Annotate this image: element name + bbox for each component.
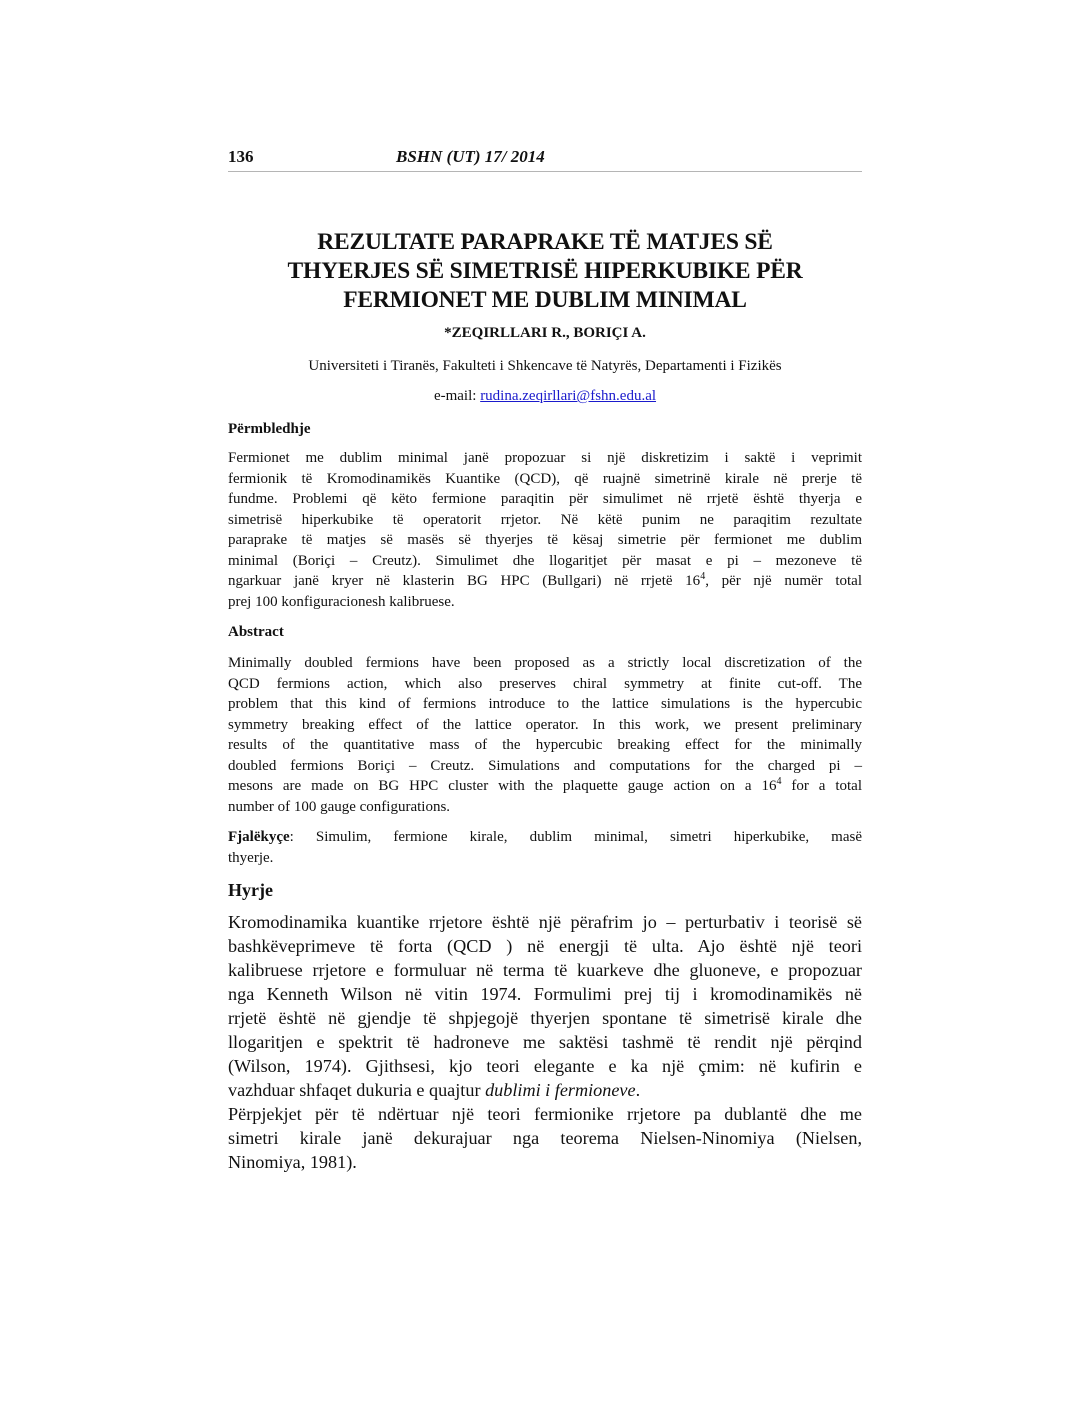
keywords-section	[228, 827, 862, 868]
permbledhje-body	[228, 448, 862, 612]
title-line: REZULTATE PARAPRAKE TË MATJES SË	[317, 229, 773, 255]
text-segment: vazhduar shfaqet dukuria e quajtur	[228, 1080, 486, 1100]
paper-page	[228, 0, 862, 1408]
emphasis: dublimi i fermioneve	[485, 1080, 636, 1100]
hyrje-paragraph-2	[228, 1102, 862, 1174]
abstract-body	[228, 653, 862, 817]
text-line: minimal (Boriçi – Creutz). Simulimet dhe llogaritjet për masat e pi – mezoneve të	[228, 552, 862, 569]
text-line: number of 100 gauge configurations.	[228, 798, 451, 815]
superscript: 4	[700, 571, 706, 582]
text-segment: for a total	[781, 778, 862, 794]
text-line: prej 100 konfiguracionesh kalibruese.	[228, 593, 455, 610]
abstract-section	[228, 622, 862, 642]
text-line: Kromodinamika kuantike rrjetore është një përafrim jo – perturbativ i teorisë së	[228, 912, 862, 932]
abstract-paragraph	[228, 653, 862, 817]
text-segment: ngarkuar janë kryer në klasterin BG HPC (Bullgari) në rrjetë 16	[228, 573, 701, 589]
paper-title	[228, 228, 862, 315]
text-line: simetrisë hiperkubike të operatorit rrjetor. Në këtë punim ne paraqitim rezultate	[228, 511, 862, 528]
text-line: (Wilson, 1974). Gjithsesi, kjo teori elegante e ka një çmim: në kufirin e	[228, 1056, 862, 1076]
text-line: nga Kenneth Wilson në vitin 1974. Formulimi prej tij i kromodinamikës në	[228, 984, 862, 1004]
email-link[interactable]: rudina.zeqirllari@fshn.edu.al	[480, 388, 657, 404]
text-line: thyerje.	[228, 849, 274, 866]
text-line: llogaritjen e spektrit të hadroneve me saktësi tashmë të rendit një përqind	[228, 1032, 862, 1052]
text-line: results of the quantitative mass of the hypercubic breaking effect for the minimally	[228, 737, 862, 753]
text-line: doubled fermions Boriçi – Creutz. Simulations and computations for the charged pi –	[228, 757, 862, 774]
text-line: rrjetë është në gjendje të shpjegojë thyerjen spontane të simetrisë kirale dhe	[228, 1008, 862, 1028]
text-line: QCD fermions action, which also preserves chiral symmetry at finite cut-off. The	[228, 675, 862, 692]
permbledhje-section	[228, 419, 862, 439]
authors: *ZEQIRLLARI R., BORIÇI A.	[444, 325, 646, 341]
hyrje-heading: Hyrje	[228, 880, 273, 900]
text-line	[228, 571, 862, 592]
hyrje-section	[228, 878, 862, 902]
text-line: fermionik të Kromodinamikës Kuantike (QCD), që ruajnë simetrinë kirale në prerje të	[228, 470, 862, 487]
text-segment: .	[635, 1080, 641, 1100]
permbledhje-paragraph	[228, 448, 862, 612]
text-line: symmetry breaking effect of the lattice operator. In this work, we present preliminary	[228, 716, 862, 733]
superscript: 4	[776, 776, 782, 787]
text-line: problem that this kind of fermions introduce to the lattice simulations is the hypercubic	[228, 696, 862, 712]
running-head	[228, 145, 862, 172]
text-line: bashkëveprimeve të forta (QCD ) në energji të ulta. Ajo është një teori	[228, 936, 862, 956]
page-number: 136	[228, 147, 254, 166]
title-line: FERMIONET ME DUBLIM MINIMAL	[343, 287, 747, 313]
keywords-paragraph	[228, 827, 862, 868]
journal-name: BSHN (UT) 17/ 2014	[396, 147, 545, 166]
keywords-list: : Simulim, fermione kirale, dublim minimal, simetri hiperkubike, masë	[289, 829, 862, 845]
text-line: simetri kirale janë dekurajuar nga teorema Nielsen-Ninomiya (Nielsen,	[228, 1128, 862, 1148]
text-line: Fermionet me dublim minimal janë propozuar si një diskretizim i saktë i veprimit	[228, 450, 862, 466]
keywords-label: Fjalëkyçe	[228, 829, 290, 845]
email-line	[228, 386, 862, 406]
text-segment: , për një numër total	[705, 573, 862, 589]
text-line: Minimally doubled fermions have been proposed as a strictly local discretization of the	[228, 655, 862, 671]
affiliation: Universiteti i Tiranës, Fakulteti i Shkencave të Natyrës, Departamenti i Fizikës	[308, 358, 782, 374]
text-line: kalibruese rrjetore e formuluar në terma të kuarkeve dhe gluoneve, e propozuar	[228, 960, 862, 980]
text-line: Ninomiya, 1981).	[228, 1152, 357, 1172]
text-line	[228, 827, 862, 848]
text-line	[228, 1078, 862, 1102]
permbledhje-heading: Përmbledhje	[228, 421, 311, 437]
text-line	[228, 776, 862, 797]
hyrje-paragraph-1	[228, 910, 862, 1102]
text-line: Përpjekjet për të ndërtuar një teori fermionike rrjetore pa dublantë dhe me	[228, 1104, 862, 1124]
hyrje-body	[228, 910, 862, 1174]
text-line: fundme. Problemi që këto fermione paraqitin për simulimet në rrjetë është thyerja e	[228, 491, 862, 507]
email-label: e-mail:	[433, 388, 481, 404]
text-line: paraprake të matjes së masës së thyerjes të kësaj simetrie për fermionet me dublim	[228, 532, 862, 548]
text-segment: mesons are made on BG HPC cluster with the plaquette gauge action on a 16	[228, 778, 777, 794]
abstract-heading: Abstract	[228, 624, 284, 640]
title-line: THYERJES SË SIMETRISË HIPERKUBIKE PËR	[287, 258, 803, 284]
